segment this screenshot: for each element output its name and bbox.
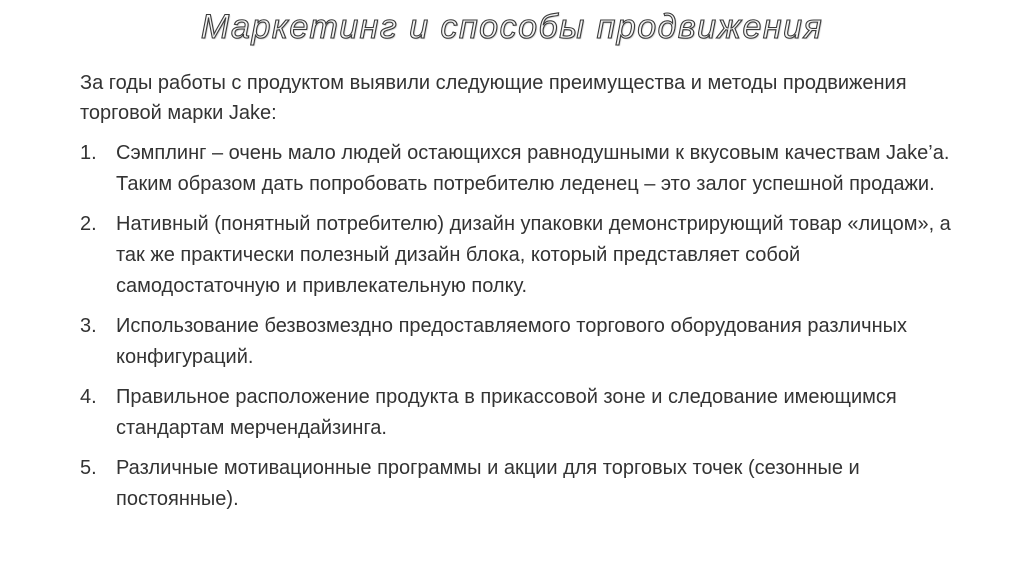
list-item-text: Нативный (понятный потребителю) дизайн упаковки демонстрирующий товар «лицом», а так же практически полезный дизайн блока, который представляет собой самодостаточную и привлекательную полку. [116, 213, 951, 297]
list-item-2 [80, 209, 960, 302]
list-item-text: Сэмплинг – очень мало людей остающихся равнодушными к вкусовым качествам Jake’a. Таким образом дать попробовать потребителю леденец – это залог успешной продажи. [116, 142, 950, 195]
list-item-number: 2. [80, 213, 97, 235]
list-item-text: Правильное расположение продукта в прикассовой зоне и следование имеющимся стандартам мерчендайзинга. [116, 386, 897, 439]
list-item-number: 1. [80, 142, 97, 164]
list-item-4 [80, 382, 960, 444]
intro-paragraph: За годы работы с продуктом выявили следующие преимущества и методы продвижения торговой марки Jake: [80, 72, 907, 124]
list-item-1 [80, 138, 960, 200]
list-item-3 [80, 311, 960, 373]
list-item-number: 3. [80, 315, 97, 337]
list-item-text: Различные мотивационные программы и акции для торговых точек (сезонные и постоянные). [116, 457, 860, 510]
list-item-number: 4. [80, 386, 97, 408]
list-item-text: Использование безвозмездно предоставляемого торгового оборудования различных конфигураций. [116, 315, 907, 368]
list-item-5 [80, 453, 960, 515]
advantages-list [80, 138, 960, 524]
list-item-number: 5. [80, 457, 97, 479]
slide-title: Маркетинг и способы продвижения [200, 8, 824, 46]
